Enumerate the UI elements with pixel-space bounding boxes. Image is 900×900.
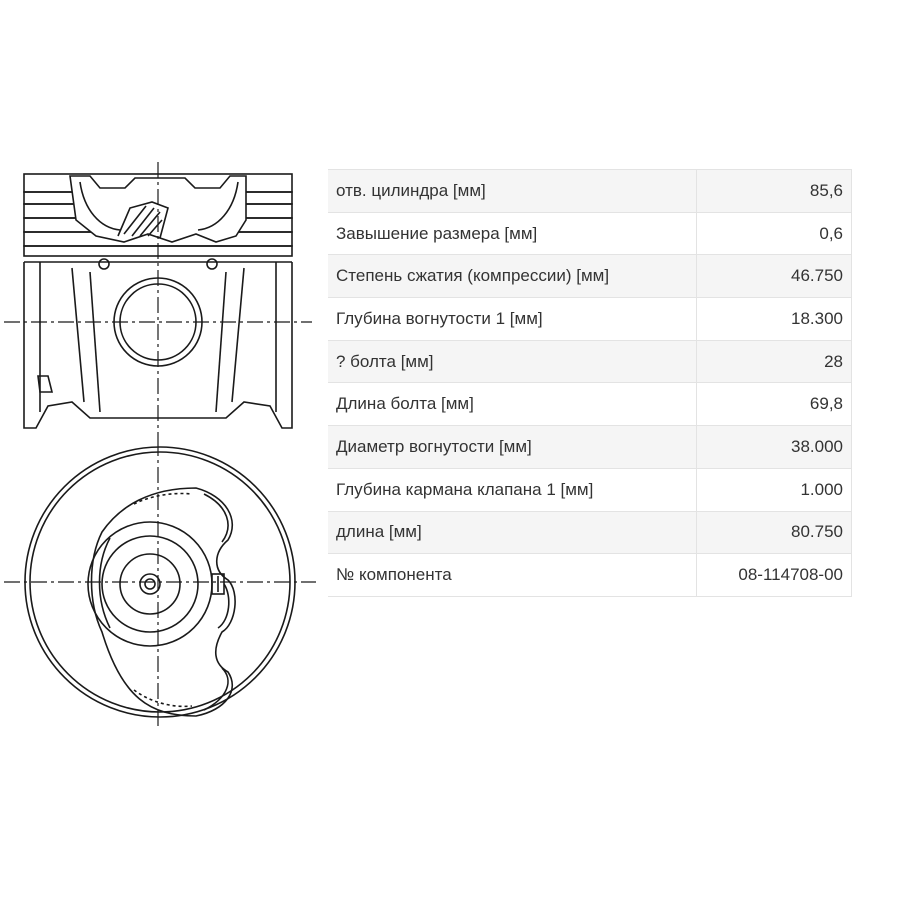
spec-value: 08-114708-00 [697, 554, 852, 597]
spec-label: Диаметр вогнутости [мм] [328, 426, 697, 469]
piston-drawing [0, 150, 320, 740]
spec-value: 0,6 [697, 212, 852, 255]
piston-top-view-icon [4, 440, 316, 728]
spec-value: 28 [697, 340, 852, 383]
spec-label: Глубина вогнутости 1 [мм] [328, 298, 697, 341]
spec-label: Завышение размера [мм] [328, 212, 697, 255]
spec-label: Длина болта [мм] [328, 383, 697, 426]
table-row [328, 340, 852, 383]
spec-label: Глубина кармана клапана 1 [мм] [328, 468, 697, 511]
table-row [328, 511, 852, 554]
table-row [328, 170, 852, 213]
table-row [328, 554, 852, 597]
spec-label: длина [мм] [328, 511, 697, 554]
table-row [328, 468, 852, 511]
table-row [328, 255, 852, 298]
table-row [328, 383, 852, 426]
spec-value: 69,8 [697, 383, 852, 426]
specs-table [328, 169, 852, 597]
spec-label: № компонента [328, 554, 697, 597]
table-row [328, 212, 852, 255]
spec-label: отв. цилиндра [мм] [328, 170, 697, 213]
spec-value: 1.000 [697, 468, 852, 511]
spec-value: 46.750 [697, 255, 852, 298]
spec-value: 85,6 [697, 170, 852, 213]
spec-label: ? болта [мм] [328, 340, 697, 383]
table-row [328, 298, 852, 341]
spec-value: 80.750 [697, 511, 852, 554]
spec-value: 18.300 [697, 298, 852, 341]
table-row [328, 426, 852, 469]
spec-value: 38.000 [697, 426, 852, 469]
piston-side-view-icon [4, 162, 312, 440]
spec-label: Степень сжатия (компрессии) [мм] [328, 255, 697, 298]
